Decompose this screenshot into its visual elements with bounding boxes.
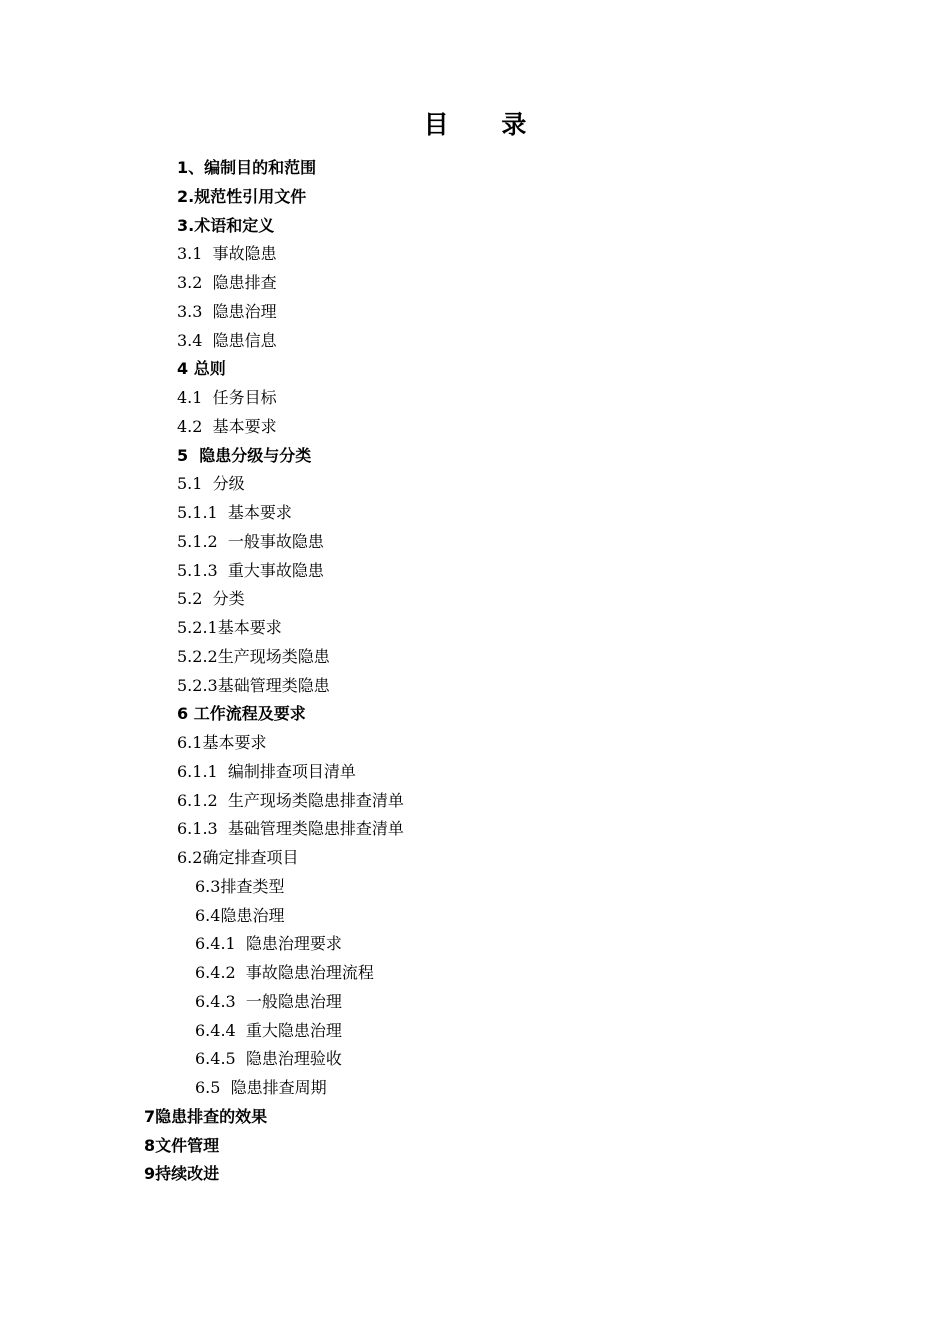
toc-entry-6-1-2[interactable]: 6.1.2 生产现场类隐患排查清单 — [177, 790, 404, 810]
toc-entry-6-1-1[interactable]: 6.1.1 编制排查项目清单 — [177, 761, 356, 781]
toc-entry-3-2[interactable]: 3.2 隐患排查 — [177, 273, 277, 292]
toc-entry-3-1[interactable]: 3.1 事故隐患 — [177, 244, 277, 264]
toc-entry-6-4-3[interactable]: 6.4.3 一般隐患治理 — [195, 991, 342, 1011]
toc-entry-6-4-5[interactable]: 6.4.5 隐患治理验收 — [195, 1049, 342, 1069]
toc-entry-5-2-2[interactable]: 5.2.2生产现场类隐患 — [177, 646, 330, 666]
toc-entry-1[interactable]: 1、编制目的和范围 — [177, 158, 317, 177]
toc-entry-3-4[interactable]: 3.4 隐患信息 — [177, 330, 277, 350]
toc-entry-4-1[interactable]: 4.1 任务目标 — [177, 388, 277, 407]
toc-entry-6-1[interactable]: 6.1基本要求 — [177, 733, 267, 752]
toc-entry-5-2-1[interactable]: 5.2.1基本要求 — [177, 618, 282, 637]
toc-entry-5-1[interactable]: 5.1 分级 — [177, 474, 245, 494]
toc-entry-4[interactable]: 4 总则 — [177, 359, 226, 379]
toc-entry-6-4-1[interactable]: 6.4.1 隐患治理要求 — [195, 934, 342, 954]
toc-list — [0, 154, 950, 1189]
toc-entry-5-1-2[interactable]: 5.1.2 一般事故隐患 — [177, 531, 324, 551]
toc-title: 目 录 — [423, 110, 549, 139]
toc-entry-6-2[interactable]: 6.2确定排查项目 — [177, 848, 299, 867]
toc-entry-5-1-1[interactable]: 5.1.1 基本要求 — [177, 503, 292, 522]
toc-entry-6-5[interactable]: 6.5 隐患排查周期 — [195, 1078, 327, 1097]
toc-entry-6-4-4[interactable]: 6.4.4 重大隐患治理 — [195, 1020, 342, 1040]
toc-entry-6-1-3[interactable]: 6.1.3 基础管理类隐患排查清单 — [177, 819, 404, 839]
toc-entry-6-4[interactable]: 6.4隐患治理 — [195, 905, 285, 925]
toc-entry-2[interactable]: 2.规范性引用文件 — [177, 186, 307, 206]
toc-entry-6[interactable]: 6 工作流程及要求 — [177, 704, 306, 724]
toc-entry-3-3[interactable]: 3.3 隐患治理 — [177, 301, 277, 321]
toc-entry-5-1-3[interactable]: 5.1.3 重大事故隐患 — [177, 560, 324, 580]
toc-entry-5-2[interactable]: 5.2 分类 — [177, 589, 245, 609]
toc-entry-3[interactable]: 3.术语和定义 — [177, 215, 275, 235]
toc-entry-9[interactable]: 9持续改进 — [144, 1164, 220, 1184]
toc-entry-5[interactable]: 5 隐患分级与分类 — [177, 445, 312, 465]
toc-entry-5-2-3[interactable]: 5.2.3基础管理类隐患 — [177, 675, 330, 695]
toc-entry-6-3[interactable]: 6.3排查类型 — [195, 876, 285, 896]
toc-entry-7[interactable]: 7隐患排查的效果 — [144, 1106, 268, 1126]
toc-entry-6-4-2[interactable]: 6.4.2 事故隐患治理流程 — [195, 963, 374, 982]
toc-entry-4-2[interactable]: 4.2 基本要求 — [177, 416, 277, 436]
toc-entry-8[interactable]: 8文件管理 — [144, 1135, 220, 1155]
